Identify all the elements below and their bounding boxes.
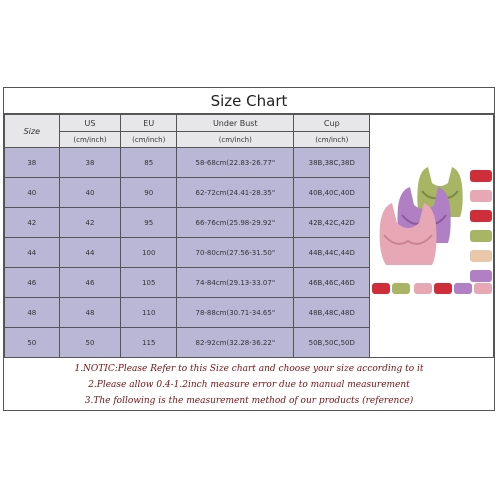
cell-eu: 100: [121, 238, 177, 268]
note-line: 1.NOTIC:Please Refer to this Size chart and choose your size according to it: [74, 364, 424, 374]
cell-eu: 95: [121, 208, 177, 238]
cell-cup: 46B,46C,46D: [294, 268, 370, 298]
chart-title: Size Chart: [4, 88, 494, 114]
cell-size: 50: [5, 328, 60, 358]
product-photo: [370, 145, 495, 375]
cell-size: 42: [5, 208, 60, 238]
cell-eu: 110: [121, 298, 177, 328]
cell-us: 40: [59, 178, 121, 208]
col-unit-cup: (cm/inch): [294, 132, 370, 148]
cell-cup: 50B,50C,50D: [294, 328, 370, 358]
size-header: Size: [5, 115, 60, 148]
col-header-us: US: [59, 115, 121, 132]
col-header-eu: EU: [121, 115, 177, 132]
col-unit-eu: (cm/inch): [121, 132, 177, 148]
cell-us: 44: [59, 238, 121, 268]
cell-size: 46: [5, 268, 60, 298]
col-header-under-bust: Under Bust: [177, 115, 294, 132]
cell-under-bust: 74-84cm(29.13-33.07": [177, 268, 294, 298]
cell-cup: 44B,44C,44D: [294, 238, 370, 268]
cell-eu: 115: [121, 328, 177, 358]
cell-under-bust: 66-76cm(25.98-29.92": [177, 208, 294, 238]
col-unit-under-bust: (cm/inch): [177, 132, 294, 148]
cell-cup: 48B,48C,48D: [294, 298, 370, 328]
cell-under-bust: 62-72cm(24.41-28.35": [177, 178, 294, 208]
cell-us: 48: [59, 298, 121, 328]
cell-cup: 38B,38C,38D: [294, 148, 370, 178]
cell-size: 48: [5, 298, 60, 328]
cell-us: 38: [59, 148, 121, 178]
color-thumbnails-row: [372, 283, 492, 294]
cell-under-bust: 78-88cm(30.71-34.65": [177, 298, 294, 328]
note-line: 3.The following is the measurement method of our products (reference): [84, 396, 414, 406]
col-unit-us: (cm/inch): [59, 132, 121, 148]
color-thumbnails: [470, 170, 492, 282]
cell-size: 38: [5, 148, 60, 178]
note-line: 2.Please allow 0.4-1.2inch measure error due to manual measurement: [88, 380, 410, 390]
col-header-cup: Cup: [294, 115, 370, 132]
cell-size: 40: [5, 178, 60, 208]
cell-us: 42: [59, 208, 121, 238]
cell-us: 50: [59, 328, 121, 358]
cell-size: 44: [5, 238, 60, 268]
cell-eu: 85: [121, 148, 177, 178]
cell-cup: 42B,42C,42D: [294, 208, 370, 238]
cell-us: 46: [59, 268, 121, 298]
cell-under-bust: 82-92cm(32.28-36.22": [177, 328, 294, 358]
cell-eu: 90: [121, 178, 177, 208]
cell-under-bust: 58-68cm(22.83-26.77": [177, 148, 294, 178]
cell-cup: 40B,40C,40D: [294, 178, 370, 208]
cell-eu: 105: [121, 268, 177, 298]
cell-under-bust: 70-80cm(27.56-31.50": [177, 238, 294, 268]
